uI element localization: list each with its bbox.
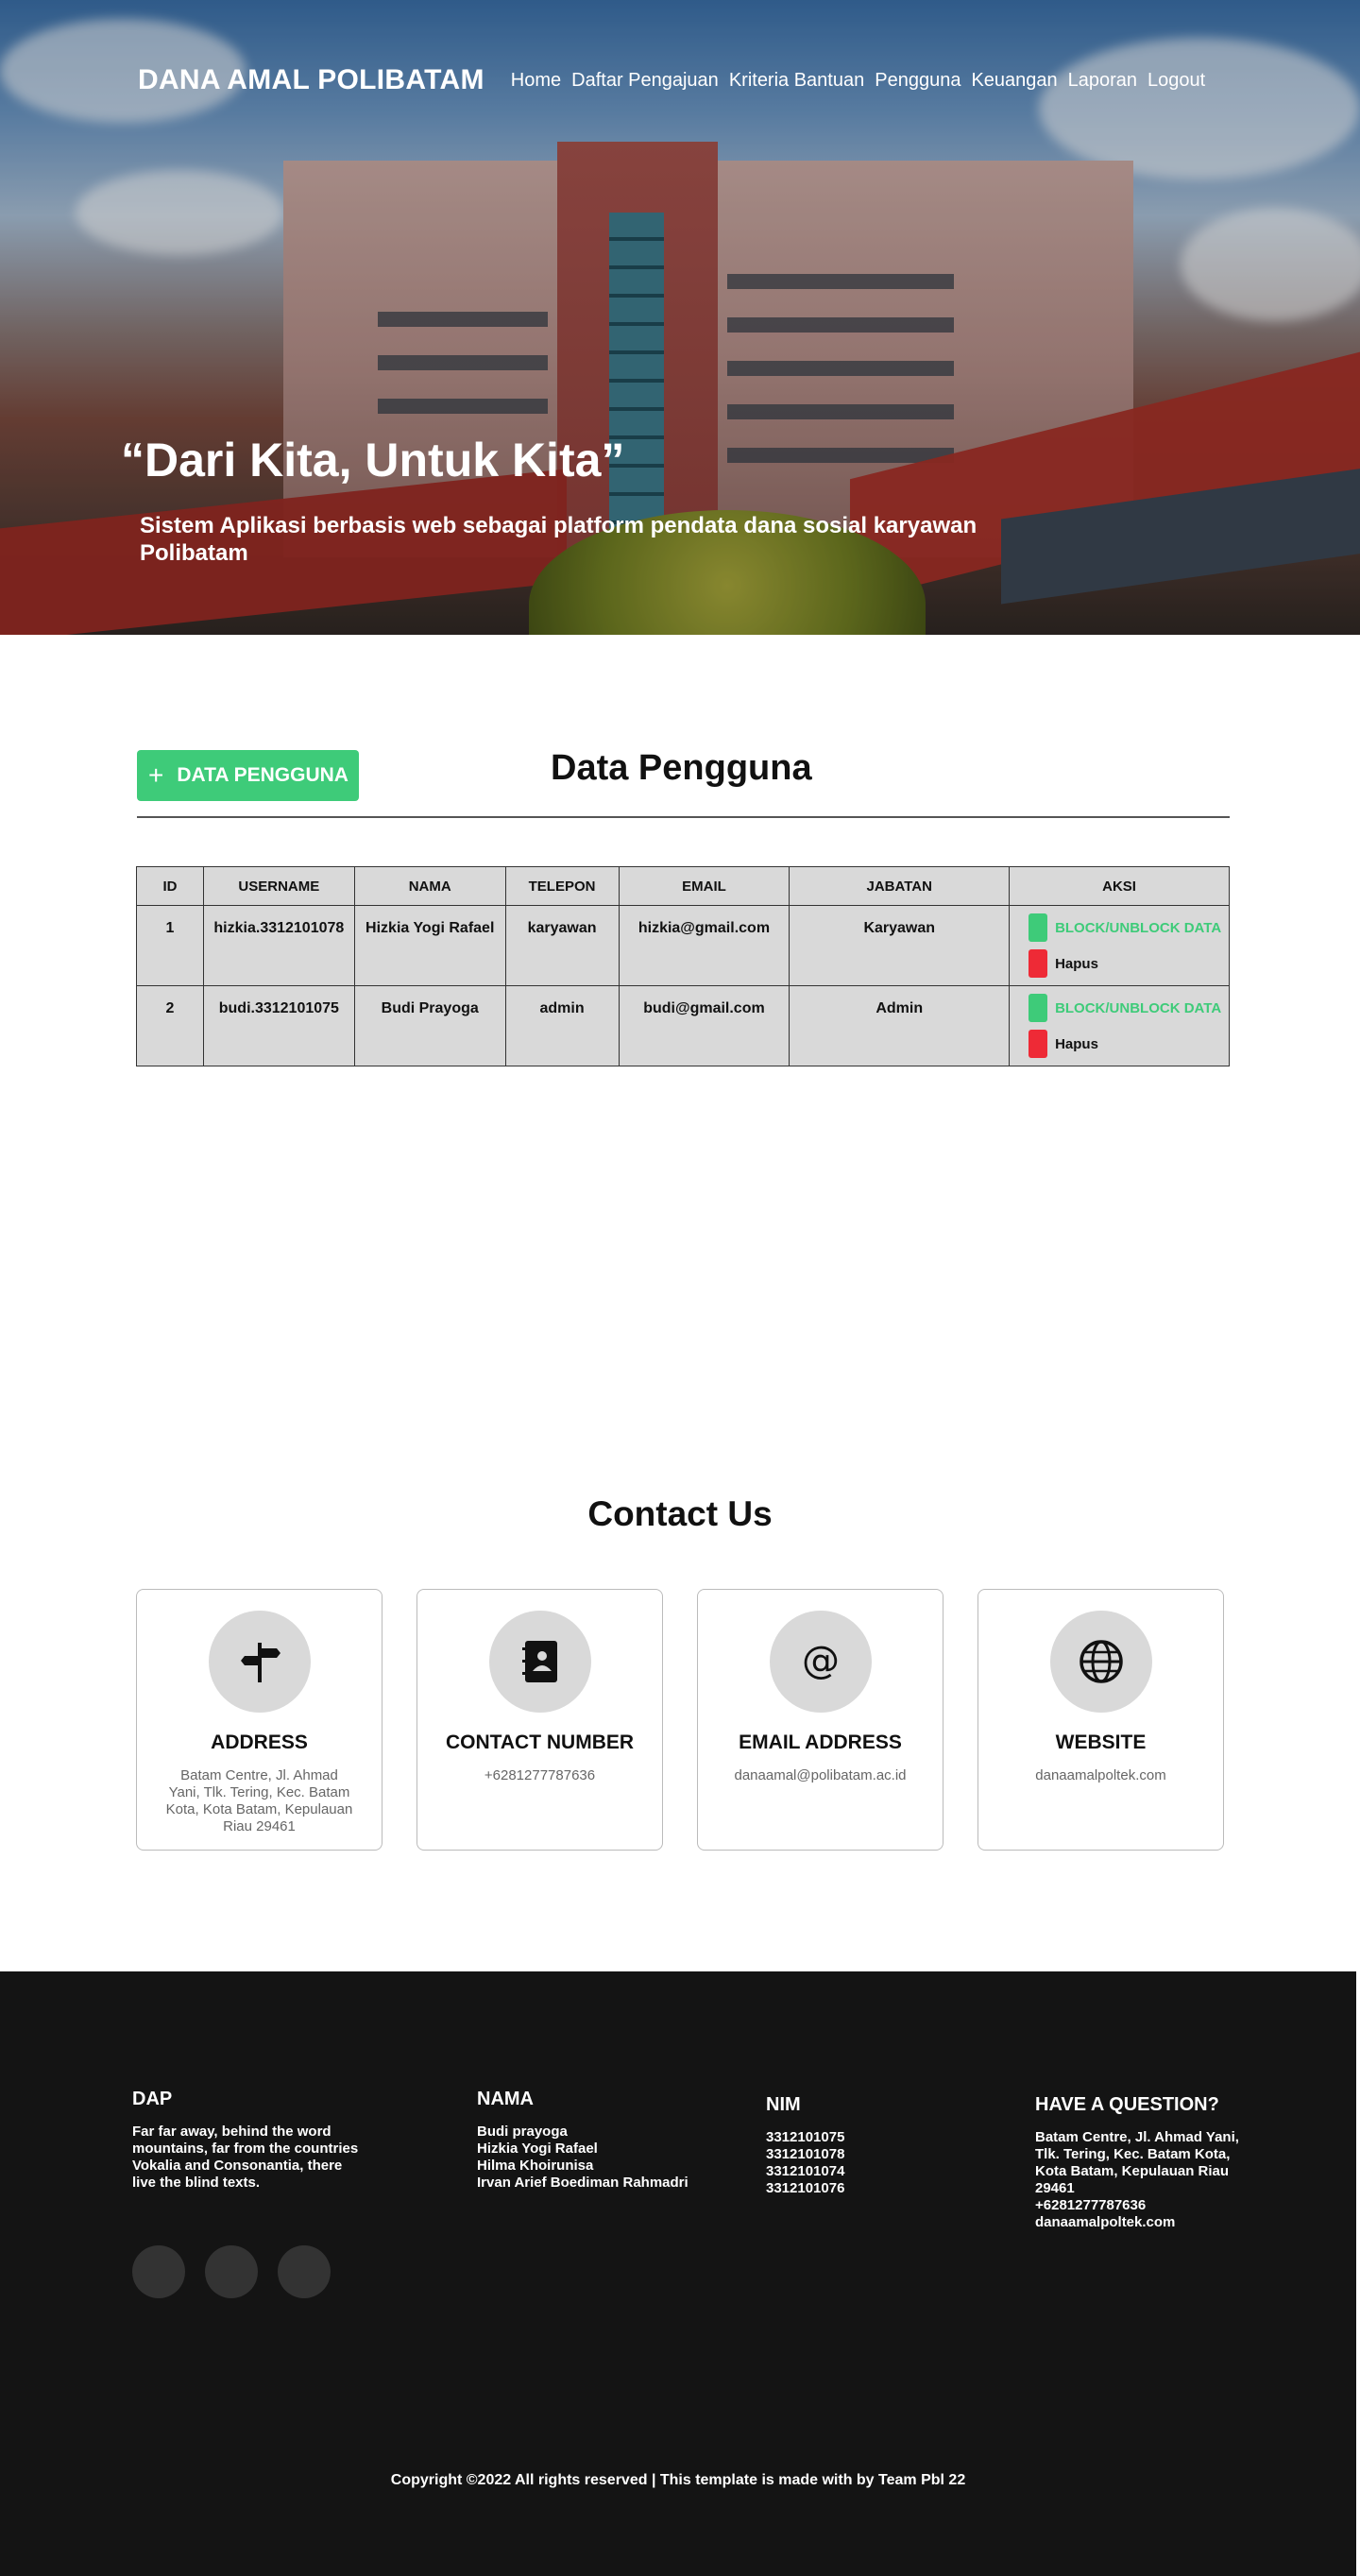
col-header-telepon: TELEPON bbox=[505, 867, 619, 906]
icon-circle bbox=[770, 1611, 872, 1713]
footer-phone[interactable]: +6281277787636 bbox=[1035, 2197, 1147, 2213]
footer-nama-item: Budi prayoga bbox=[477, 2124, 568, 2140]
nav-laporan[interactable]: Laporan bbox=[1067, 69, 1138, 91]
block-icon bbox=[1028, 913, 1047, 942]
cell-username: budi.3312101075 bbox=[203, 986, 354, 1066]
cell-jabatan: Karyawan bbox=[790, 906, 1010, 986]
footer-nim-item: 3312101074 bbox=[766, 2163, 845, 2179]
footer-dap bbox=[132, 2089, 368, 2192]
social-icon[interactable] bbox=[278, 2245, 331, 2298]
footer-question-title: HAVE A QUESTION? bbox=[1035, 2094, 1219, 2115]
delete-label: Hapus bbox=[1055, 1035, 1098, 1052]
col-header-jabatan: JABATAN bbox=[790, 867, 1010, 906]
navbar bbox=[138, 64, 1243, 96]
delete-icon bbox=[1028, 949, 1047, 978]
cell-email: budi@gmail.com bbox=[619, 986, 790, 1066]
nav-kriteria-bantuan[interactable]: Kriteria Bantuan bbox=[728, 69, 865, 91]
card-title: EMAIL ADDRESS bbox=[739, 1732, 902, 1753]
contact-card-phone bbox=[416, 1589, 663, 1851]
card-value: danaamal@polibatam.ac.id bbox=[734, 1767, 907, 1783]
contact-card-email bbox=[697, 1589, 944, 1851]
footer-address: Batam Centre, Jl. Ahmad Yani, Tlk. Tering, Kec. Batam Kota, Kota Batam, Kepulauan Riau 29461 bbox=[1035, 2129, 1239, 2196]
icon-circle bbox=[209, 1611, 311, 1713]
social-icon[interactable] bbox=[205, 2245, 258, 2298]
footer-nim-item: 3312101075 bbox=[766, 2129, 845, 2145]
footer-question bbox=[1035, 2094, 1243, 2231]
card-title: WEBSITE bbox=[1055, 1732, 1147, 1753]
contact-book-icon bbox=[514, 1635, 567, 1688]
footer bbox=[0, 1971, 1356, 2576]
cell-username: hizkia.3312101078 bbox=[203, 906, 354, 986]
footer-website[interactable]: danaamalpoltek.com bbox=[1035, 2214, 1176, 2230]
contact-card-website bbox=[978, 1589, 1224, 1851]
signpost-icon bbox=[233, 1635, 286, 1688]
data-pengguna-section bbox=[0, 635, 1360, 1447]
footer-nama-title: NAMA bbox=[477, 2089, 534, 2109]
copyright: Copyright ©2022 All rights reserved | This template is made with by Team Pbl 22 bbox=[390, 2472, 966, 2488]
footer-dap-text: Far far away, behind the word mountains, far from the countries Vokalia and Consonantia, there live the blind texts. bbox=[132, 2124, 359, 2191]
card-title: CONTACT NUMBER bbox=[445, 1732, 635, 1753]
cell-jabatan: Admin bbox=[790, 986, 1010, 1066]
card-value: +6281277787636 bbox=[484, 1767, 596, 1783]
col-header-id: ID bbox=[137, 867, 204, 906]
cell-email: hizkia@gmail.com bbox=[619, 906, 790, 986]
footer-nim-title: NIM bbox=[766, 2094, 801, 2115]
block-unblock-button[interactable] bbox=[1028, 994, 1229, 1022]
col-header-aksi: AKSI bbox=[1010, 867, 1230, 906]
card-value: Batam Centre, Jl. Ahmad Yani, Tlk. Tering, Kec. Batam Kota, Kota Batam, Kepulauan Riau 29461 bbox=[165, 1767, 353, 1834]
contact-card-address bbox=[136, 1589, 382, 1851]
nav-pengguna[interactable]: Pengguna bbox=[875, 69, 961, 91]
col-header-username: USERNAME bbox=[203, 867, 354, 906]
footer-nama-item: Irvan Arief Boediman Rahmadri bbox=[477, 2175, 688, 2191]
block-label: BLOCK/UNBLOCK DATA bbox=[1055, 919, 1222, 936]
social-icon[interactable] bbox=[132, 2245, 185, 2298]
add-button-label: DATA PENGGUNA bbox=[177, 764, 348, 786]
delete-label: Hapus bbox=[1055, 955, 1098, 972]
nav-home[interactable]: Home bbox=[510, 69, 562, 91]
section-divider bbox=[137, 816, 1230, 818]
table-row bbox=[137, 986, 1230, 1066]
globe-icon bbox=[1075, 1635, 1128, 1688]
card-value: danaamalpoltek.com bbox=[1035, 1767, 1166, 1783]
cell-telepon: admin bbox=[505, 986, 619, 1066]
icon-circle bbox=[489, 1611, 591, 1713]
nav-menu bbox=[511, 70, 1205, 92]
nav-keuangan[interactable]: Keuangan bbox=[971, 69, 1058, 91]
footer-nama-item: Hilma Khoirunisa bbox=[477, 2158, 594, 2174]
section-title: Data Pengguna bbox=[551, 748, 812, 788]
delete-icon bbox=[1028, 1030, 1047, 1058]
delete-button[interactable] bbox=[1028, 1030, 1229, 1058]
col-header-nama: NAMA bbox=[354, 867, 505, 906]
add-data-pengguna-button[interactable] bbox=[137, 750, 359, 801]
brand-logo[interactable]: DANA AMAL POLIBATAM bbox=[138, 64, 484, 95]
cell-aksi bbox=[1010, 986, 1230, 1066]
footer-nim-item: 3312101078 bbox=[766, 2146, 845, 2162]
hero-banner bbox=[0, 0, 1360, 635]
cell-nama: Hizkia Yogi Rafael bbox=[354, 906, 505, 986]
cell-id: 2 bbox=[137, 986, 204, 1066]
footer-nim bbox=[766, 2094, 917, 2197]
card-title: ADDRESS bbox=[211, 1732, 308, 1753]
cell-id: 1 bbox=[137, 906, 204, 986]
footer-nim-item: 3312101076 bbox=[766, 2180, 845, 2196]
hero-subtitle: Sistem Aplikasi berbasis web sebagai platform pendata dana sosial karyawan Polibatam bbox=[140, 513, 978, 566]
cell-telepon: karyawan bbox=[505, 906, 619, 986]
icon-circle bbox=[1050, 1611, 1152, 1713]
footer-dap-title: DAP bbox=[132, 2089, 173, 2109]
hero-quote: “Dari Kita, Untuk Kita” bbox=[121, 434, 625, 486]
nav-daftar-pengajuan[interactable]: Daftar Pengajuan bbox=[571, 69, 719, 91]
delete-button[interactable] bbox=[1028, 949, 1229, 978]
contact-section bbox=[0, 1447, 1360, 1971]
footer-nama-item: Hizkia Yogi Rafael bbox=[477, 2141, 598, 2157]
cell-aksi bbox=[1010, 906, 1230, 986]
block-label: BLOCK/UNBLOCK DATA bbox=[1055, 999, 1222, 1016]
at-sign-icon bbox=[794, 1635, 847, 1688]
table-header-row bbox=[137, 867, 1230, 906]
contact-title: Contact Us bbox=[587, 1494, 773, 1533]
col-header-email: EMAIL bbox=[619, 867, 790, 906]
footer-nama bbox=[477, 2089, 722, 2192]
block-icon bbox=[1028, 994, 1047, 1022]
users-table bbox=[136, 866, 1230, 1066]
cell-nama: Budi Prayoga bbox=[354, 986, 505, 1066]
nav-logout[interactable]: Logout bbox=[1148, 69, 1206, 91]
plus-icon: + bbox=[148, 760, 164, 790]
table-row bbox=[137, 906, 1230, 986]
svg-text:@: @ bbox=[801, 1639, 840, 1682]
block-unblock-button[interactable] bbox=[1028, 913, 1229, 942]
